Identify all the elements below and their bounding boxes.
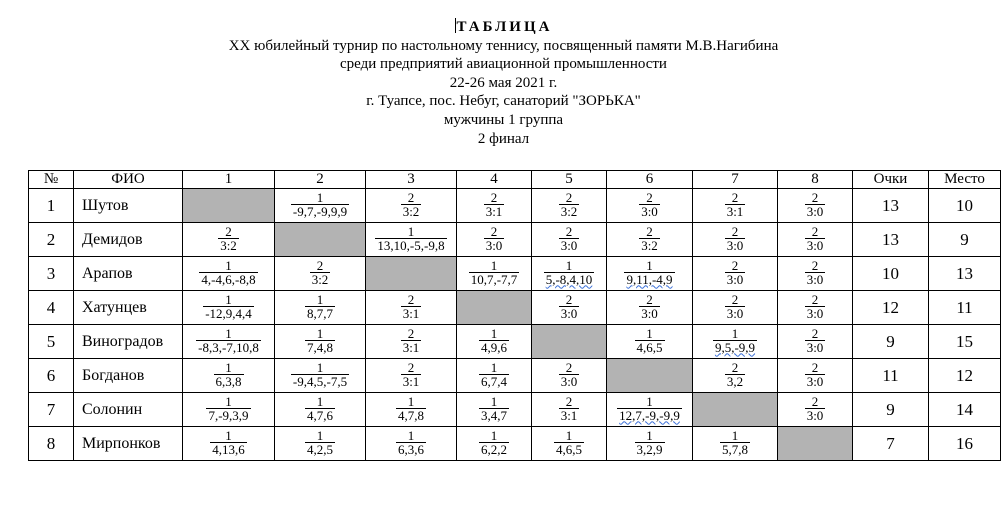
match-score: 3:2 [402, 203, 420, 219]
points-cell: 9 [853, 393, 929, 427]
header-row [29, 171, 1001, 189]
table-row [29, 223, 1001, 257]
match-result [196, 327, 261, 354]
match-result [206, 395, 250, 422]
self-match-cell [607, 359, 693, 393]
match-result-cell [275, 189, 366, 223]
match-result [396, 395, 426, 422]
match-result [635, 429, 665, 456]
match-result-cell [275, 325, 366, 359]
match-result-cell [778, 359, 853, 393]
match-result-cell [457, 325, 532, 359]
match-result-cell [532, 393, 607, 427]
match-result-cell [457, 393, 532, 427]
match-result [469, 259, 520, 286]
col-header-name: ФИО [74, 171, 183, 189]
match-points: 2 [565, 291, 573, 307]
match-result-cell [275, 359, 366, 393]
match-score: 3:1 [726, 203, 744, 219]
match-points: 2 [316, 257, 324, 273]
match-score: 3:0 [806, 305, 824, 321]
match-points: 1 [316, 291, 324, 307]
match-result [401, 327, 422, 354]
match-result-cell [275, 393, 366, 427]
col-header-opponent: 1 [183, 171, 275, 189]
match-points: 2 [811, 393, 819, 409]
match-score: 5,-8,4,10 [545, 271, 593, 287]
match-points: 1 [316, 325, 324, 341]
match-points: 1 [646, 393, 653, 409]
match-result-cell [693, 223, 778, 257]
place-cell: 14 [929, 393, 1001, 427]
match-score: 12,7,-9,-9,9 [619, 407, 680, 423]
match-points: 1 [225, 291, 232, 307]
match-score: 6,3,6 [398, 441, 424, 457]
player-name: Арапов [74, 257, 183, 291]
match-score: 3:0 [806, 373, 824, 389]
self-match-cell [457, 291, 532, 325]
match-result-cell [693, 359, 778, 393]
match-points: 1 [316, 359, 324, 375]
document-title [0, 18, 1007, 37]
match-score: 10,7,-7,7 [470, 271, 518, 287]
points-cell: 11 [853, 359, 929, 393]
place-cell: 13 [929, 257, 1001, 291]
table-row [29, 325, 1001, 359]
stage-line: 2 финал [477, 130, 530, 147]
row-number: 4 [29, 291, 74, 325]
match-result-cell [275, 257, 366, 291]
match-result [805, 259, 826, 286]
place-cell: 11 [929, 291, 1001, 325]
table-row [29, 427, 1001, 461]
match-points: 2 [565, 359, 573, 375]
match-score: 9,5,-9,9 [714, 339, 756, 355]
match-result [725, 361, 745, 388]
match-points: 2 [811, 291, 819, 307]
col-header-opponent: 5 [532, 171, 607, 189]
row-number: 6 [29, 359, 74, 393]
match-result [484, 225, 505, 252]
row-number: 7 [29, 393, 74, 427]
table-row [29, 359, 1001, 393]
match-result-cell [693, 291, 778, 325]
match-points: 1 [490, 257, 498, 273]
match-result-cell [275, 427, 366, 461]
match-score: -8,3,-7,10,8 [198, 339, 259, 355]
row-number: 5 [29, 325, 74, 359]
group-line: мужчины 1 группа [443, 111, 564, 128]
match-score: 4,6,5 [636, 339, 663, 355]
match-score: 4,7,8 [398, 407, 424, 423]
match-result-cell [532, 359, 607, 393]
match-result-cell [778, 393, 853, 427]
table-row [29, 257, 1001, 291]
match-result [479, 327, 509, 354]
match-result [554, 429, 584, 456]
subtitle-line: XX юбилейный турнир по настольному теннису, посвященный памяти М.В.Нагибина [228, 37, 779, 54]
match-points: 1 [316, 189, 324, 205]
match-points: 1 [490, 393, 498, 409]
match-result [639, 293, 660, 320]
match-points: 1 [407, 427, 415, 443]
document-header [0, 18, 1007, 148]
match-score: -9,4,5,-7,5 [292, 373, 348, 389]
match-score: 3:0 [806, 339, 824, 355]
match-result-cell [532, 223, 607, 257]
match-points: 2 [646, 189, 653, 205]
match-result [396, 429, 426, 456]
match-result [401, 361, 422, 388]
match-score: 3:2 [560, 203, 578, 219]
match-score: 3,4,7 [481, 407, 507, 423]
match-points: 2 [811, 189, 819, 205]
match-result [479, 361, 509, 388]
table-row [29, 291, 1001, 325]
match-result [559, 361, 580, 388]
table-row [29, 189, 1001, 223]
match-points: 1 [646, 325, 653, 341]
col-header-opponent: 3 [366, 171, 457, 189]
match-result [559, 191, 580, 218]
match-result-cell [366, 223, 457, 257]
row-number: 1 [29, 189, 74, 223]
match-result [305, 327, 335, 354]
player-name: Виноградов [74, 325, 183, 359]
points-cell: 13 [853, 223, 929, 257]
match-result-cell [607, 427, 693, 461]
match-result-cell [366, 359, 457, 393]
match-result [544, 259, 595, 286]
match-points: 2 [811, 359, 819, 375]
match-result-cell [457, 427, 532, 461]
self-match-cell [275, 223, 366, 257]
player-name: Солонин [74, 393, 183, 427]
place-cell: 15 [929, 325, 1001, 359]
player-name: Богданов [74, 359, 183, 393]
match-result [713, 327, 757, 354]
title-text: ТАБЛИЦА [456, 19, 553, 35]
match-result-cell [183, 223, 275, 257]
match-points: 1 [316, 393, 324, 409]
match-result [559, 395, 580, 422]
match-result-cell [183, 325, 275, 359]
match-result-cell [532, 427, 607, 461]
match-result [559, 225, 580, 252]
match-points: 2 [565, 393, 573, 409]
match-points: 2 [407, 325, 415, 341]
match-result [305, 293, 335, 320]
match-result [720, 429, 750, 456]
match-points: 2 [731, 189, 739, 205]
match-result-cell [693, 189, 778, 223]
match-result-cell [366, 189, 457, 223]
match-score: 3:0 [641, 203, 658, 219]
match-result [291, 191, 349, 218]
match-result [805, 225, 826, 252]
match-result [559, 293, 580, 320]
match-points: 1 [565, 427, 573, 443]
row-number: 2 [29, 223, 74, 257]
match-score: 3:0 [806, 271, 824, 287]
match-score: 3:1 [402, 373, 420, 389]
match-points: 2 [731, 257, 739, 273]
col-header-points: Очки [853, 171, 929, 189]
match-points: 1 [225, 325, 232, 341]
match-points: 2 [646, 223, 653, 239]
table-row [29, 393, 1001, 427]
match-result-cell [457, 189, 532, 223]
player-name: Демидов [74, 223, 183, 257]
match-result [203, 293, 254, 320]
player-name: Хатунцев [74, 291, 183, 325]
match-points: 1 [225, 427, 232, 443]
match-result-cell [457, 257, 532, 291]
match-score: 3:2 [641, 237, 658, 253]
match-result [214, 361, 244, 388]
match-score: 4,2,5 [307, 441, 333, 457]
match-result [805, 361, 826, 388]
match-result [805, 293, 826, 320]
match-result-cell [366, 427, 457, 461]
match-result [624, 259, 674, 286]
match-result-cell [457, 223, 532, 257]
match-result-cell [607, 223, 693, 257]
match-result [484, 191, 505, 218]
match-result [401, 293, 422, 320]
self-match-cell [532, 325, 607, 359]
match-score: 4,9,6 [481, 339, 507, 355]
match-score: 6,2,2 [481, 441, 507, 457]
match-score: 3:0 [560, 305, 578, 321]
match-result [310, 259, 331, 286]
match-result [401, 191, 422, 218]
match-result-cell [532, 189, 607, 223]
match-points: 2 [490, 223, 498, 239]
match-result-cell [607, 257, 693, 291]
match-score: 4,13,6 [212, 441, 245, 457]
match-score: 3:1 [485, 203, 503, 219]
match-result [617, 395, 682, 422]
match-points: 2 [731, 291, 739, 307]
match-points: 1 [646, 257, 653, 273]
date-line: 22-26 мая 2021 г. [449, 74, 558, 91]
match-points: 2 [811, 257, 819, 273]
match-score: 3:0 [726, 271, 744, 287]
match-result [479, 429, 509, 456]
match-points: 2 [565, 189, 573, 205]
points-cell: 7 [853, 427, 929, 461]
match-result-cell [778, 189, 853, 223]
col-header-opponent: 7 [693, 171, 778, 189]
match-result [639, 225, 660, 252]
match-result [635, 327, 665, 354]
match-result-cell [183, 393, 275, 427]
match-result [199, 259, 257, 286]
match-result-cell [183, 359, 275, 393]
match-result-cell [366, 291, 457, 325]
match-result [725, 293, 746, 320]
col-header-opponent: 6 [607, 171, 693, 189]
match-result-cell [183, 257, 275, 291]
match-points: 1 [731, 325, 739, 341]
match-score: 7,4,8 [307, 339, 333, 355]
match-score: 3:1 [402, 305, 420, 321]
match-score: -12,9,4,4 [205, 305, 252, 321]
match-score: 3:1 [560, 407, 578, 423]
points-cell: 10 [853, 257, 929, 291]
match-result [725, 225, 746, 252]
match-score: 4,6,5 [556, 441, 582, 457]
self-match-cell [693, 393, 778, 427]
match-result [375, 225, 446, 252]
match-score: -9,7,-9,9,9 [292, 203, 348, 219]
results-table [28, 170, 1001, 461]
match-result [805, 327, 826, 354]
player-name: Мирпонков [74, 427, 183, 461]
match-result-cell [693, 257, 778, 291]
match-result [805, 191, 826, 218]
match-points: 2 [407, 189, 415, 205]
match-result [305, 429, 335, 456]
match-score: 4,-4,6,-8,8 [201, 271, 256, 287]
col-header-num: № [29, 171, 74, 189]
match-score: 3:0 [560, 237, 578, 253]
points-cell: 12 [853, 291, 929, 325]
match-points: 1 [490, 325, 498, 341]
match-result [479, 395, 509, 422]
col-header-place: Место [929, 171, 1001, 189]
match-result-cell [778, 325, 853, 359]
match-points: 1 [407, 393, 415, 409]
match-points: 1 [490, 359, 498, 375]
match-result-cell [532, 257, 607, 291]
match-points: 2 [490, 189, 498, 205]
match-points: 1 [225, 257, 232, 273]
match-result [639, 191, 660, 218]
match-result [805, 395, 826, 422]
col-header-opponent: 4 [457, 171, 532, 189]
match-points: 2 [565, 223, 573, 239]
row-number: 3 [29, 257, 74, 291]
match-points: 1 [407, 223, 415, 239]
match-score: 4,7,6 [307, 407, 333, 423]
match-result [291, 361, 349, 388]
table-body [29, 189, 1001, 461]
place-cell: 9 [929, 223, 1001, 257]
match-result [305, 395, 335, 422]
match-result-cell [778, 291, 853, 325]
match-score: 3:0 [806, 203, 824, 219]
col-header-opponent: 2 [275, 171, 366, 189]
match-result [725, 191, 746, 218]
match-score: 3:2 [220, 237, 237, 253]
match-score: 3:2 [311, 271, 329, 287]
place-cell: 12 [929, 359, 1001, 393]
match-result-cell [607, 189, 693, 223]
match-result-cell [693, 325, 778, 359]
place-cell: 10 [929, 189, 1001, 223]
match-result-cell [183, 291, 275, 325]
match-score: 3:0 [806, 407, 824, 423]
match-points: 1 [225, 393, 232, 409]
match-result-cell [457, 359, 532, 393]
match-points: 1 [316, 427, 324, 443]
match-result-cell [607, 291, 693, 325]
match-result-cell [366, 393, 457, 427]
points-cell: 13 [853, 189, 929, 223]
match-points: 1 [646, 427, 653, 443]
match-points: 2 [225, 223, 232, 239]
col-header-opponent: 8 [778, 171, 853, 189]
points-cell: 9 [853, 325, 929, 359]
match-score: 8,7,7 [307, 305, 333, 321]
self-match-cell [366, 257, 457, 291]
match-score: 7,-9,3,9 [208, 407, 249, 423]
match-result-cell [532, 291, 607, 325]
match-score: 3:0 [726, 237, 744, 253]
self-match-cell [183, 189, 275, 223]
match-score: 13,10,-5,-9,8 [377, 237, 445, 253]
match-result-cell [183, 427, 275, 461]
match-points: 2 [731, 359, 739, 375]
match-points: 1 [490, 427, 498, 443]
row-number: 8 [29, 427, 74, 461]
match-points: 2 [811, 325, 819, 341]
match-score: 6,7,4 [481, 373, 507, 389]
match-points: 1 [225, 359, 232, 375]
match-score: 3:0 [726, 305, 744, 321]
match-result [725, 259, 746, 286]
match-score: 3,2,9 [636, 441, 663, 457]
match-points: 2 [731, 223, 739, 239]
match-score: 3:0 [806, 237, 824, 253]
match-result-cell [693, 427, 778, 461]
match-result-cell [778, 223, 853, 257]
match-score: 5,7,8 [722, 441, 748, 457]
match-points: 1 [731, 427, 739, 443]
subtitle-line: среди предприятий авиационной промышленности [340, 56, 667, 73]
match-score: 9,11,-4,9 [626, 271, 673, 287]
match-points: 1 [565, 257, 573, 273]
match-score: 3:1 [402, 339, 420, 355]
match-result-cell [778, 257, 853, 291]
match-result-cell [607, 325, 693, 359]
match-score: 6,3,8 [215, 373, 242, 389]
match-points: 2 [407, 291, 415, 307]
match-result-cell [366, 325, 457, 359]
match-points: 2 [407, 359, 415, 375]
location-line: г. Туапсе, пос. Небуг, санаторий "ЗОРЬКА" [366, 93, 641, 110]
match-score: 3:0 [560, 373, 578, 389]
self-match-cell [778, 427, 853, 461]
match-result-cell [275, 291, 366, 325]
place-cell: 16 [929, 427, 1001, 461]
match-score: 3:0 [485, 237, 503, 253]
match-score: 3:0 [641, 305, 658, 321]
match-result [210, 429, 247, 456]
match-result-cell [607, 393, 693, 427]
match-result [218, 225, 239, 252]
player-name: Шутов [74, 189, 183, 223]
match-score: 3,2 [726, 373, 744, 389]
match-points: 2 [811, 223, 819, 239]
match-points: 2 [646, 291, 653, 307]
text-cursor [455, 18, 456, 33]
